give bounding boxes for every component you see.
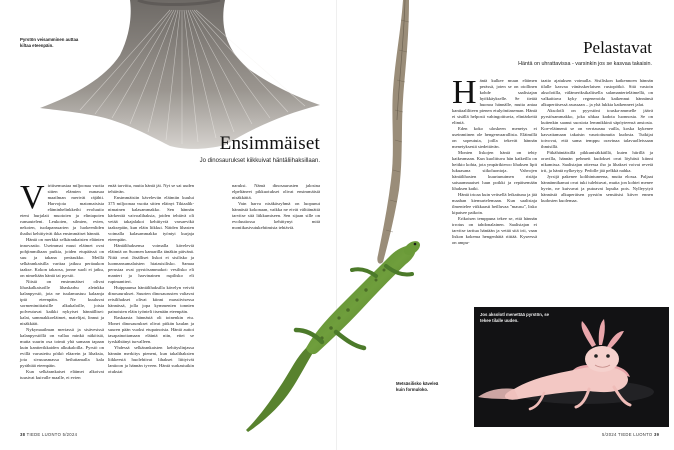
paragraph: Häntälihaksensa voimalla käveleviä eläimiä on Suomen kamarilla tänäkin päivänä. Niitä ovat Jäsälliset liskot ei sisilisko ja luonnansumalaisten hiatasisilisko. Samaa perustaa ovat pyrstösammakot: vesilisko eli mantert ja harvinainen rupilisko eli rupimantteri.	[108, 243, 194, 284]
right-column-1	[452, 74, 537, 303]
magazine-name: 5/2024 TIEDE LUONTO	[602, 432, 653, 437]
page-number: 39	[653, 432, 660, 437]
dropcap-v: V	[20, 179, 45, 216]
dropcap-h: H	[452, 74, 477, 111]
fish-fin-photo	[20, 0, 320, 150]
axolotl-caption: Jos aksolotl menettää pyrstön, se tekee tilalle uuden.	[480, 312, 550, 323]
paragraph: taatio ajatuksen voimalla. Sisiliskon katkennoen hännän tilalle kasvaa vänässkerlaisen rustopötkö. Sitä vastoin aksolotilla, välämeriksikaliisella salamanterieläimellä, on valkaittava kyky regeneroida katkennut hännänsä alkuperäisessä asussaan – ja yhä lukkia katkenneet jalat.	[541, 78, 653, 107]
paragraph: naruksi. Nämä dinosaurusten jalosina elpeltäneet pikkuotukset olivat ensimmäisiä nisäkkäitä.	[232, 183, 320, 200]
left-page-subtitle: Jo dinosaurukset kiikkuivat häntäliihaksillaan.	[199, 158, 320, 164]
right-column-2	[541, 78, 653, 300]
left-footer	[20, 432, 77, 437]
page-number: 38	[20, 432, 26, 437]
fin-photo-caption: Pyrstön veisamminen auttaa kiltaa eteenpäin.	[20, 37, 79, 48]
paragraph: Häntä irtoaa kuin veitsellä leikattuna ja jää maahan kiemurtelemaan. Kun saalistaja ilmentelee viikkaasti heilluvaa "mausu", lisko kipaisee paikoin.	[452, 192, 537, 215]
paragraph: Yhdessä selkärankaisten kehityslinjassa hännän merkitys pieneni, kun takalihaksien liikkeestä huolehtivat lihakset liittyivät lantioon ja hännän tyveen. Häntä surkastuikin otuksiai	[108, 345, 194, 374]
paragraph: Erikoisen temppuna tekee se, että hännän irrotus on tahdonalainen. Saalistajan ei tarvitse tarttua häntään ja vetää sitä irti, vaan liskon kokema hengenhätä riittää. Kyseessä on ampu-	[452, 216, 537, 245]
left-column-1	[20, 179, 104, 428]
paragraph: enää tarvittu, mutta häntä jäi. Nyt se sai uuden tehtävän.	[108, 183, 194, 194]
paragraph: Pitkähäntäisillä pikkunisäkkäillä, kuten hiirillä ja oravilla, hännän pehmeit kudokset ovat löyhästi kiinni nikamissa. Saalistajan otteessa iho ja lihakset voivat revetä irti, ja häntä nylkeytyy. Pedolle jää pelkkä nahka.	[541, 150, 653, 173]
paragraph: Aksolotli on pyyrstöni touska-ammelle jäävä pyrstösammakko, joka uhkaa kadota luonnosta. Se on kuitenkin saanut suosiota lemmikkinä säpöyteensä ansiosta. Koe-eläimenä se on verrtausna vailla, koska kykenee kasvattamaan takaisin vaurioitunutta kudosta. Tutkijat toivovat, että sama temppu oravinaa talavuolleissaan ihmisillä.	[541, 108, 653, 149]
paragraph: Huippuunsa häntälihaksilla kävelyn veivät dinosaurukset. Suurten dinosaurusten valtavat reisilihakset olivat kiinni massiivisessa hännässä, jolla jopa kymmenien tonnien painoisten eläin työnteli itsenään eteenpäin.	[108, 285, 194, 314]
right-page-title: Pelastavat	[583, 38, 652, 57]
paragraph: Eden koko uloskeen menetys ei useinmiinen ole hengenvaarallista. Eläimillä on sopeutuia, joilla tekevät hännän menetyksestä siedettävän.	[452, 126, 537, 149]
right-page-subtitle: Häntä on uhrattavissa - varsinkin jos se kasvaa takaisin.	[518, 61, 652, 67]
paragraph: Nykymaailman meriassä ja sisävesissä kalanpyrstöllä on vallaa minkä näköisiä, mutta suurin osa toimii yhä samaan tapaan kuin kantterikkaiden alkukaloilla. Pyrstö on evillä varustettu pötkö eläarein ja lihaksia, jota sivuuusmassa heiluttamalla kala pyrähtää eteenpäin.	[20, 327, 104, 368]
magazine-name: TIEDE LUONTO 5/2024	[26, 432, 78, 437]
paragraph: Raskaasta hännästä oli toinenkin etu. Monet dinosaurukset olivat pitkän kaulan ja suuren pään vuoksi etupainoisia. Häntä auttoi tasapainottamaan eläintä niin, ettei se tyrskähtänyt turvalleen.	[108, 315, 194, 344]
axolotl-photo	[474, 307, 669, 427]
paragraph: Monien liskojen häntä on tehty katkeamaan. Kun kuolittuva hän katkeilla on heitkio kohta, jota ympärikieroo lihaksen lipit lukuasana siikoluontoja. Vahvojen häntälihasten kuurtunuimen ristäja saisaamnaaiset luun poikki ja repäisemään lihaksen katki.	[452, 150, 537, 191]
paragraph: Vain harva nisäkäsryhmä on luopunut hännästä kokonaan, vaikka ne eivät välttämättä tarvitse sitä liikkumiseen. Sen sijaan sille on evoluutiossa kehittynyt mitä moniikasivutukehtimista tehtäviä.	[232, 201, 320, 230]
paragraph: Niistä on ensimmäiset olivat lihaskalkaisoille lihaskarhu aleinkka kalanpyrstö, jota ne tuulamustuu kalaanja iptä eteenpäin. Ne kuuluvat sormenimittaisille alkukaloille, joista polveutuvat kaikki nykyiset hännälliset: kalat, sammakkoeläimet, matelijat, linnut ja nisäkkäät.	[20, 279, 104, 326]
salamander-tail-illustration	[343, 0, 443, 270]
lizard-caption: Metsäsilisko käveleä kuin formuloko.	[396, 381, 439, 392]
paragraph: Ensimmäisiin käveleviin eläimiin kuului 375 miljoonaa vuotta sitten eläinyt Tiktaalik-nimainen kalasammakko. Sen hännän kärkenttä vaivoalihaksia, joiden tehtävä oli vetää takajalakoi kehittyviä varsaevikä taaksepäin, kun eläin liikkui. Näiden lihasten voimalla kalasammakko työntyi kurjaja eteenpäin.	[108, 195, 194, 242]
left-page-title: Ensimmäiset	[219, 133, 320, 154]
paragraph: Kun selkärankaiset eläimet alkoivat tuusivat kuivalle maalle, ei evien	[20, 369, 104, 380]
paragraph: Jyrsijä pakenee kolihintuneena, mutta elossa. Paljaat hännännikamat ovat tuki tulehtuvat, mutta jon kohtei menee hyvin, ne kuivuvat ja putoavat lopulta pois. Nylleyytyä hännästä alkuperäisen pyrstön sensäisisi kiiver ennen kudosten kuolemaa.	[541, 174, 653, 203]
paragraph: iritisemustaa miljoonaa vuotta sitten elämien nunasaa maailman meriväi räjähti. Harvojoia matomaisista eläminhelinkkeihi evoluutio eteni hurjalait muotoien ja elintapoien runsauteleni. Leukoien, silmien, evien, nekoien, tuolapanssarien ja luokeenliden ihailut kehittyivät ikka ensimmäiset hännät.	[20, 183, 104, 236]
right-footer	[602, 432, 659, 437]
paragraph: Häntä on merkkä selkärankaisten eläinten innovaatio. Useimmat muut eläimet ovat pohjimmiltaan putkia, joiden etupäässä on suu ja takana peräaukko. Meillä selkärankaisilla varttaa jatkuu peräaukon taakse. Kokon takaosa, jonne suoli ei jatku, on nimeltään häntä tai pyrstö.	[20, 237, 104, 278]
paragraph: äntä kulkee muun eläimen perässä, joten se on otollinen kohde saalistajan hyökkäykselle. Se tietää huonoa hännälle, mutta antaa kantiaaliliteen pienen etulyöntiaseman. Häntä ei sisällä helposti vahingoittuvia, elintärkeitä elimiä.	[452, 78, 537, 125]
left-column-2	[108, 183, 194, 428]
left-column-3	[232, 183, 320, 230]
